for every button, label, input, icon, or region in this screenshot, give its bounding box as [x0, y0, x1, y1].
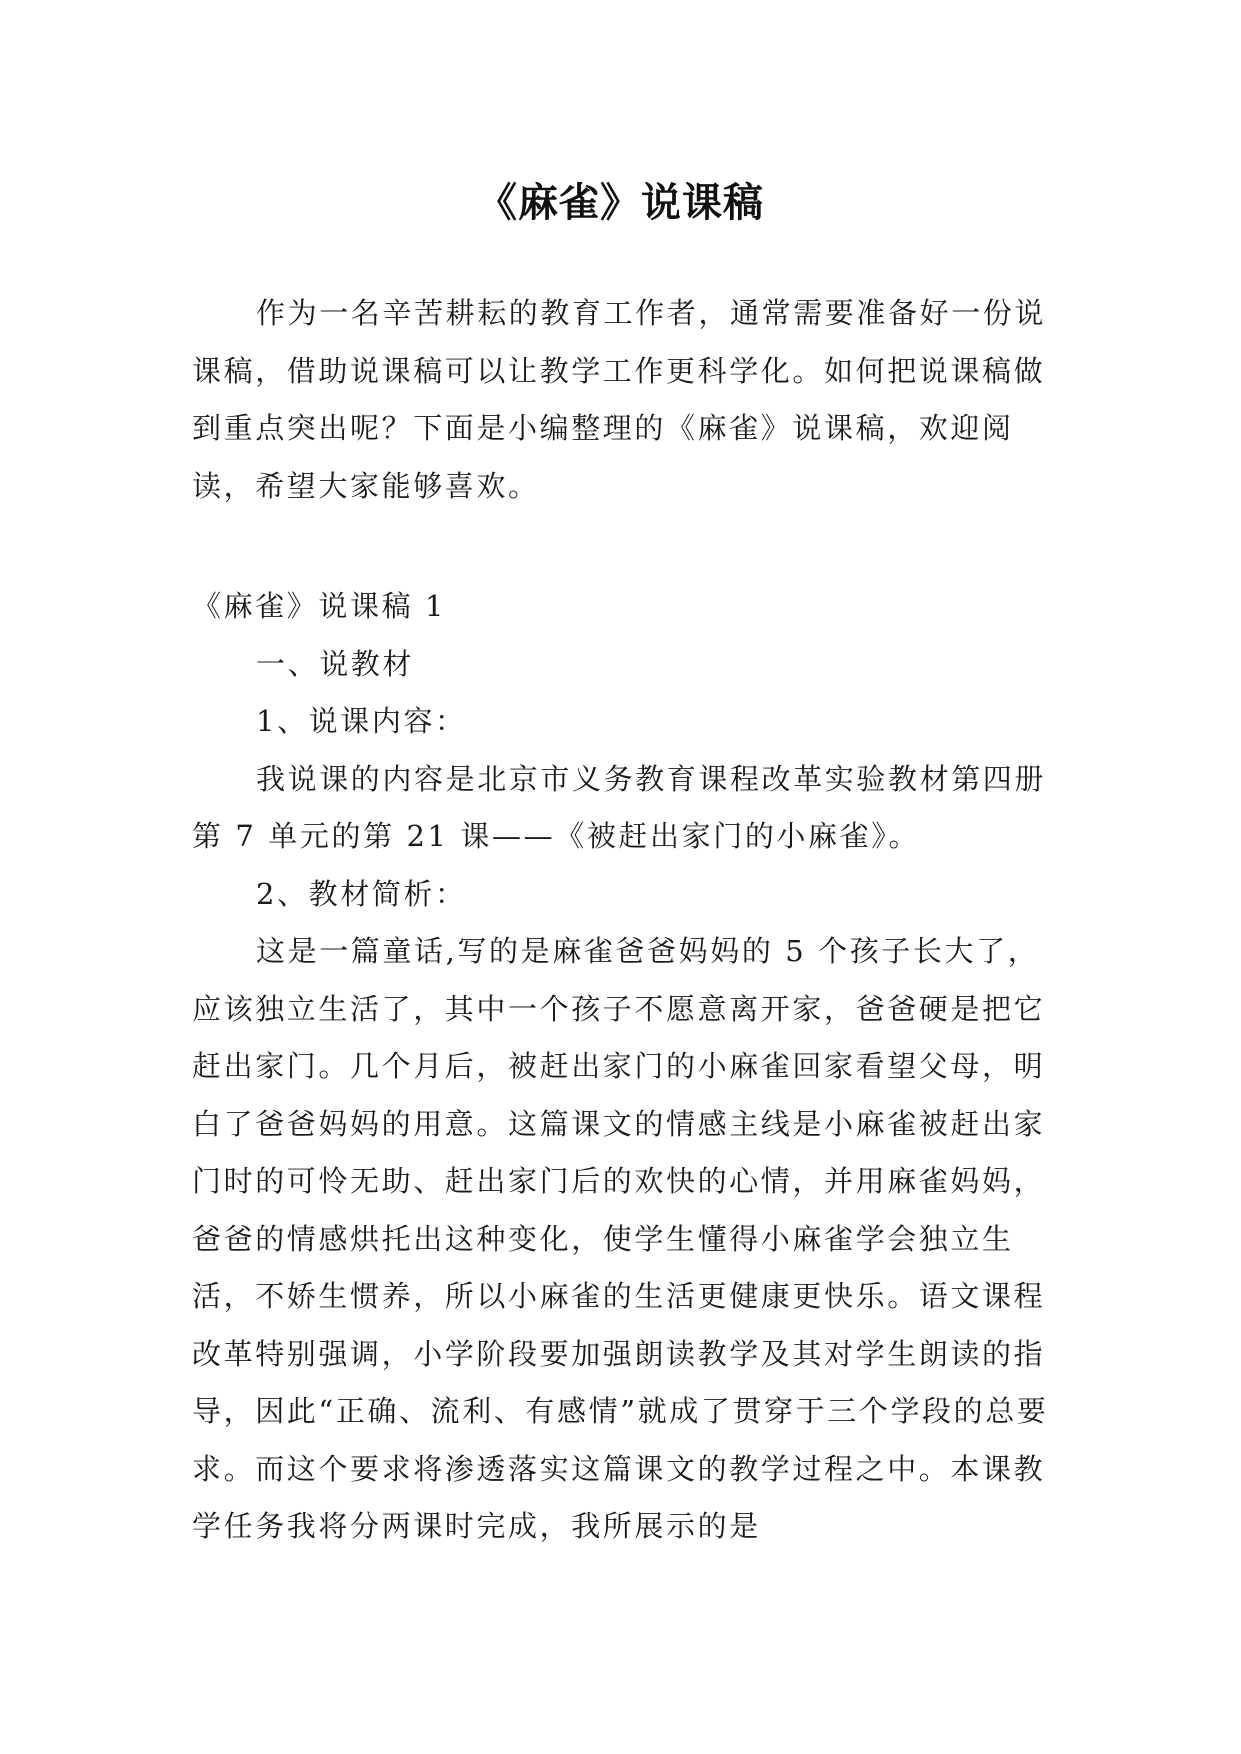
section-title: 《麻雀》说课稿 1	[192, 589, 447, 623]
intro-paragraph: 作为一名辛苦耕耘的教育工作者，通常需要准备好一份说课稿，借助说课稿可以让教学工作更科学化。如何把说课稿做到重点突出呢？下面是小编整理的《麻雀》说课稿，欢迎阅读，希望大家能够喜欢。	[192, 296, 1047, 503]
section-1	[192, 578, 1052, 1556]
heading-material-analysis: 2、教材简析：	[256, 876, 467, 911]
heading-teaching-material: 一、说教材	[256, 646, 415, 681]
material-analysis-paragraph: 这是一篇童话,写的是麻雀爸爸妈妈的 5 个孩子长大了，应该独立生活了，其中一个孩子不愿意离开家，爸爸硬是把它赶出家门。几个月后，被赶出家门的小麻雀回家看望父母，明白了爸爸妈妈的用意。这篇课文的情感主线是小麻雀被赶出家门时的可怜无助、赶出家门后的欢快的心情，并用麻雀妈妈，爸爸的情感烘托出这种变化，使学生懂得小麻雀学会独立生活，不娇生惯养，所以小麻雀的生活更健康更快乐。语文课程改革特别强调，小学阶段要加强朗读教学及其对学生朗读的指导，因此“正确、流利、有感情”就成了贯穿于三个学段的总要求。而这个要求将渗透落实这篇课文的教学过程之中。本课教学任务我将分两课时完成，我所展示的是	[192, 934, 1049, 1543]
heading-lesson-content: 1、说课内容：	[256, 704, 467, 738]
intro-block	[192, 285, 1052, 515]
lesson-content-paragraph: 我说课的内容是北京市义务教育课程改革实验教材第四册第 7 单元的第 21 课——《被赶出家门的小麻雀》。	[192, 761, 1047, 853]
document-title: 《麻雀》说课稿	[477, 178, 764, 226]
